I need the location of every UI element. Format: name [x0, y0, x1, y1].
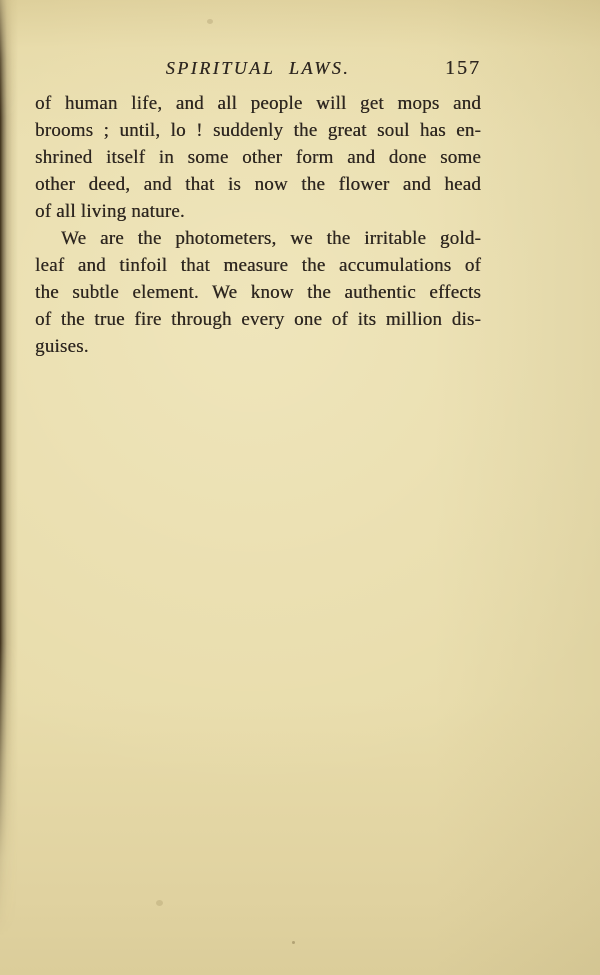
page-header	[35, 56, 481, 80]
running-title: SPIRITUAL LAWS.	[165, 58, 351, 78]
paper-speck	[207, 19, 213, 24]
text-line: of human life, and all people will get mops and	[35, 93, 481, 114]
text-line: guises.	[35, 336, 89, 357]
paper-speck	[292, 941, 295, 944]
text-line: We are the photometers, we the irritable gold-	[61, 228, 481, 249]
text-line: shrined itself in some other form and done some	[35, 147, 481, 168]
text-line: brooms ; until, lo ! suddenly the great soul has en-	[35, 120, 481, 141]
text-line: leaf and tinfoil that measure the accumulations of	[35, 255, 481, 276]
text-line: of all living nature.	[35, 201, 185, 222]
text-line: other deed, and that is now the flower and head	[35, 174, 481, 195]
page-number: 157	[445, 57, 481, 79]
page-body	[35, 90, 481, 360]
text-line: of the true fire through every one of its million dis-	[35, 309, 481, 330]
binding-shadow	[0, 0, 18, 975]
text-line: the subtle element. We know the authentic effects	[35, 282, 481, 303]
paper-speck	[156, 900, 163, 906]
